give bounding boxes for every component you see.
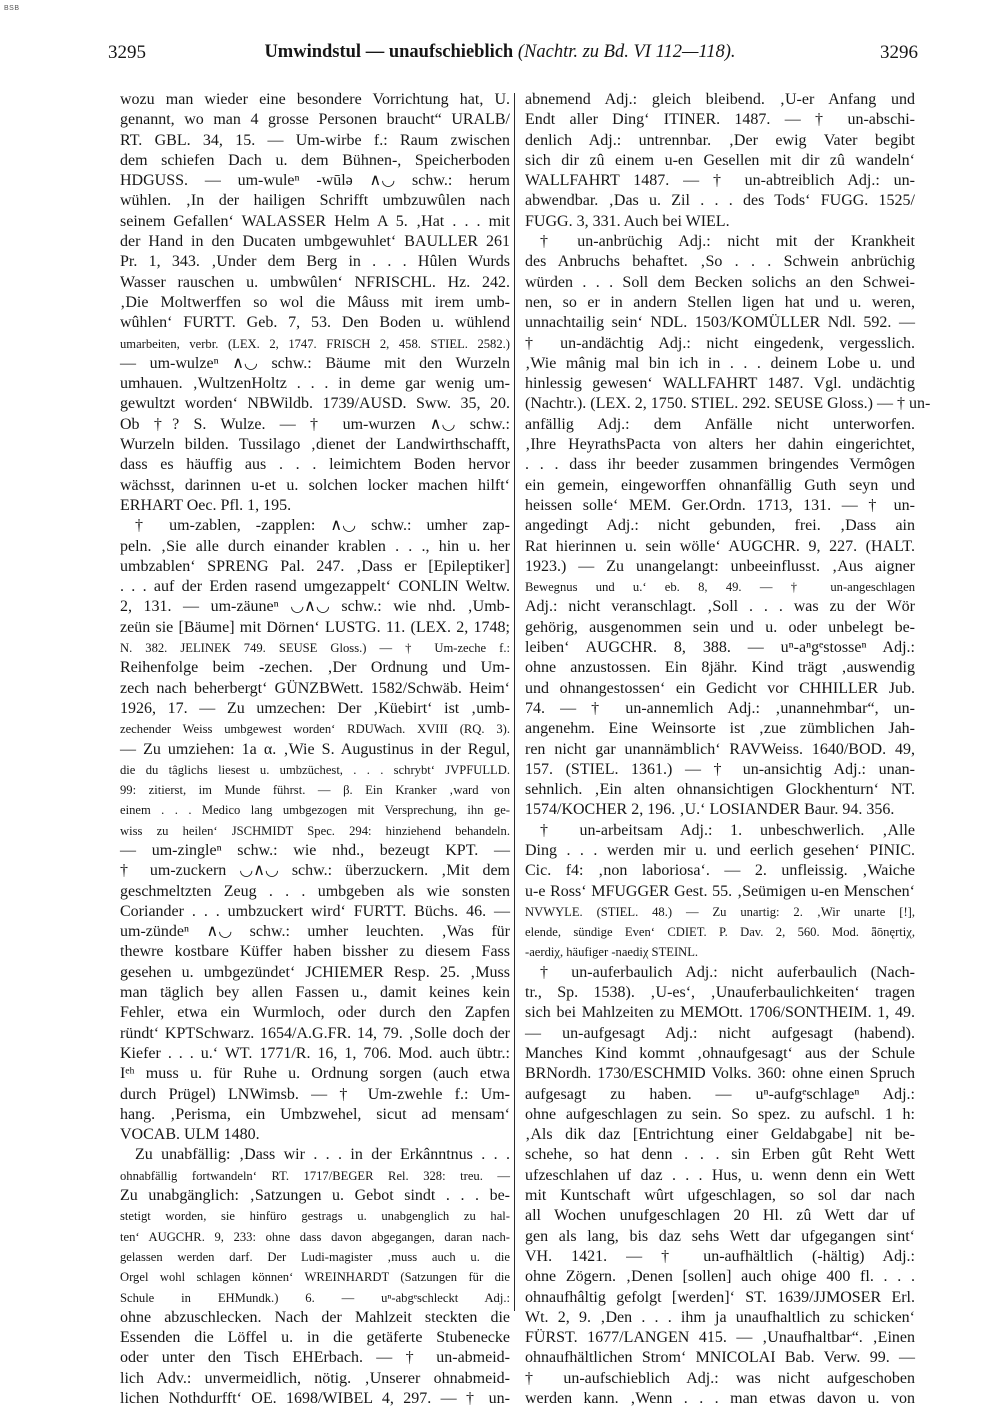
text-line: — um-wulzeⁿ ∧◡ schw.: Bäume mit den Wurzeln	[120, 354, 510, 372]
text-line: FÜRST. 1677/LANGEN 415. — ‚Unaufhaltbar“. ‚Einen	[525, 1329, 915, 1347]
text-line: ründt‘ KPTSchwarz. 1654/A.G.FR. 14, 79. ‚Solle doch der	[120, 1024, 510, 1042]
text-line: Wurzeln bilden. Tussilago ‚dienet der Landwirthschafft,	[120, 436, 510, 454]
text-line: durch Prügel) LNWimsb. — † Um-zwehle f.: Um-	[120, 1085, 510, 1103]
text-line: seinem Gefallen‘ WALASSER Helm A 5. ‚Hat . . . mit	[120, 212, 510, 230]
text-line: RT. GBL. 34, 15. — Um-wirbe f.: Raum zwischen	[120, 131, 510, 149]
text-line: Bewegnus und u.‘ eb. 8, 49. — † un-angeschlagen	[525, 580, 915, 595]
text-line: des Anbruchs behaftet. ‚So . . . Schwein anbrüchig	[525, 253, 915, 271]
text-line: . . . auf der Erden rasend umgezappelt‘ CONLIN Weltw.	[120, 578, 510, 596]
text-line: — Zu umziehen: 1a α. ‚Wie S. Augustinus in der Regul,	[120, 740, 510, 758]
text-line: wiss zu heilen‘ JSCHMIDT Spec. 294: hinziehend behandeln.	[120, 823, 510, 838]
text-line: einem . . . Medico lang umbgezogen mit Versprechung, ihn ge-	[120, 803, 510, 818]
text-line: sich dir zû einem u-en Gesellen mit dir zû wandeln‘	[525, 151, 915, 169]
text-line: hang. ‚Perisma, ein Umbzwehel, sicut ad mensam‘	[120, 1105, 510, 1123]
text-line: ‚Ihre HeyrathsPacta von alters her dahin eingerichtet,	[525, 436, 915, 454]
text-line: Wasser rauschen u. umbwûlen‘ NFRISCHL. Hz. 242.	[120, 273, 510, 291]
left-column	[120, 90, 510, 1407]
text-line: schehe, so hat denn . . . sin Erben gût Reht Wett	[525, 1146, 915, 1164]
text-line: dass es häuffig aus . . . leimichtem Boden hervor	[120, 456, 510, 474]
text-line: † un-arbeitsam Adj.: 1. unbeschwerlich. ‚Alle	[540, 821, 915, 839]
text-line: Wt. 2, 9. ‚Den . . . ihm ja unaufhaltlich zu schicken‘	[525, 1308, 915, 1326]
text-line: Schule in EHMundk.) 6. — uⁿ-abgᵉschleckt Adj.:	[120, 1290, 510, 1305]
text-line: thewre kostbare Küffer haben bissher zu diesem Fass	[120, 943, 510, 961]
text-line: stetigt worden, sie hinfüro gestrags u. unabgenglich zu hal-	[120, 1209, 510, 1224]
text-line: † un-auferbaulich Adj.: nicht auferbaulich (Nach-	[540, 963, 915, 981]
text-line: denlich Adj.: untrennbar. ‚Der ewig Vater begibt	[525, 131, 915, 149]
text-line: Orgel wohl schlagen können‘ WREINHARDT (Satzungen für die	[120, 1270, 510, 1285]
text-line: Endt aller Ding‘ ITINER. 1487. — † un-abschi-	[525, 111, 915, 129]
text-line: abnemend Adj.: gleich bleibend. ‚U-er Anfang und	[525, 91, 915, 108]
text-line: um-zündeⁿ ∧◡ schw.: umher leuchten. ‚Was für	[120, 923, 510, 941]
text-line: dem schiefen Dach u. dem Bühnen-, Speicherboden	[120, 151, 510, 169]
text-line: anfällig Adj.: dem Anfälle nicht unterworfen.	[525, 415, 915, 433]
text-line: ohnaufhâltig gefolgt [werden]‘ ST. 1639/JJMOSER Erl.	[525, 1288, 915, 1306]
text-line: heissen solle‘ MEM. Ger.Ordn. 1713, 131. — † un-	[525, 496, 915, 514]
text-line: Zu unabfällig: ‚Dass wir . . . in der Erkânntnus . . .	[135, 1146, 510, 1164]
text-line: Adj.: nicht veranschlagt. ‚Soll . . . was zu der Wör	[525, 598, 915, 616]
text-line: umarbeiten, verbr. (LEX. 2, 1747. FRISCH 2, 458. STIEL. 2582.)	[120, 336, 510, 351]
text-line: ‚Als dik daz [Entrichtung einer Geldabgabe] nit be-	[525, 1126, 915, 1144]
text-line: zechender Weiss umbgewest worden‘ RDUWach. XVIII (RQ. 3).	[120, 722, 510, 737]
text-line: ‚Wie mânig mal bin ich in . . . deinem Lobe u. und	[525, 354, 915, 372]
text-line: -aerdiχ, häufiger -naediχ STEINL.	[525, 945, 699, 960]
text-line: 2, 131. — um-zäuneⁿ ◡∧◡ schw.: wie nhd. ‚Umb-	[120, 598, 510, 616]
text-line: sich bei Mahlzeiten zu MEMOtt. 1706/SONTHEIM. 1, 49.	[525, 1004, 915, 1022]
text-line: ten‘ AUGCHR. 9, 233: ohne dass davon abgegangen, daran nach-	[120, 1229, 510, 1244]
text-line: wühlen. ‚In der hailigen Schrifft umbzuwûlen nach	[120, 192, 510, 210]
text-line: † um-zablen, -zapplen: ∧◡ schw.: umher zap-	[135, 517, 510, 535]
text-line: WALLFAHRT 1487. — † un-abtreiblich Adj.: un-	[525, 172, 915, 190]
text-line: Pr. 1, 343. ‚Under dem Berg in . . . Hûlen Wurds	[120, 253, 510, 271]
text-line: HDGUSS. — um-wuleⁿ -wūlə ∧◡ schw.: herum	[120, 172, 510, 190]
text-line: BRNordh. 1730/ESCHMID Volks. 360: ohne einen Spruch	[525, 1065, 915, 1083]
text-line: ohne abzuschlecken. Nach der Mahlzeit steckten die	[120, 1308, 510, 1326]
text-line: Zu unabgänglich: ‚Satzungen u. Gebot sindt . . . be-	[120, 1187, 510, 1205]
text-line: ohne Zögern. ‚Denen [sollen] auch ohige 400 fl. . . .	[525, 1268, 915, 1286]
text-line: gewultzt worden‘ NBWildb. 1739/AUSD. Sww. 35, 20.	[120, 395, 510, 413]
text-line: der Hand in den Ducaten umbgewuhlet‘ BAULLER 261	[120, 233, 510, 251]
running-head-title: Umwindstul — unaufschieblich	[264, 42, 514, 62]
text-line: leiben‘ AUGCHR. 8, 388. — uⁿ-aⁿgᵉstosseⁿ Adj.:	[525, 639, 915, 657]
text-line: hinlessig gewesen‘ WALLFAHRT 1487. Vgl. undächtig	[525, 375, 915, 393]
text-line: ein gemein, eingeworffen ohnanfällig Guth seyn und	[525, 476, 915, 494]
text-line: aufgesagt zu haben. — uⁿ-aufgᵉschlageⁿ Adj.:	[525, 1085, 915, 1103]
text-line: all Wochen unufgeschlagen 20 Hl. zû Wett dar uf	[525, 1207, 915, 1225]
text-line: Essenden die Löffel u. in die getäferte Stubenecke	[120, 1329, 510, 1347]
text-line: — um-zingleⁿ schw.: wie nhd., bezeugt KPT. —	[120, 841, 510, 859]
text-line: tr., Sp. 1538). ‚U-es‘, ‚Unauferbaulichkeiten‘ tragen	[525, 984, 915, 1002]
text-line: Ding . . . werden mir u. und eerlich gesehen‘ PINIC.	[525, 841, 915, 859]
page-number-left: 3295	[108, 42, 146, 63]
text-line: — un-aufgesagt Adj.: nicht aufgesagt (habend).	[525, 1024, 915, 1042]
text-line: u-e Ross‘ MFUGGER Gest. 55. ‚Seümigen u-en Menschen‘	[525, 882, 915, 900]
running-head-supplement-note: (Nachtr. zu Bd. VI 112—118).	[517, 42, 736, 62]
text-line: wûhlen‘ FURTT. Geb. 7, 53. Den Boden u. wühlend	[120, 314, 510, 332]
library-stamp: BSB	[4, 5, 20, 12]
text-line: † un-aufschieblich Adj.: was nicht aufgeschoben	[525, 1369, 915, 1387]
text-line: † un-anbrüchig Adj.: nicht mit der Krankheit	[540, 233, 915, 251]
text-line: N. 382. JELINEK 749. SEUSE Gloss.) — † Um-zeche f.:	[120, 641, 510, 656]
text-line: † um-zuckern ◡∧◡ schw.: überzuckern. ‚Mit dem	[120, 862, 510, 880]
text-line: wächsst, darinnen u-et u. solchen locker machen hilft‘	[120, 476, 510, 494]
text-line: gelassen werden darf. Der Ludi-magister ‚muss auch u. die	[120, 1249, 510, 1264]
text-line: ohne aufgeschlagen zu sein. So spez. zu aufschl. 1 h:	[525, 1105, 915, 1123]
text-line: oder unter den Tisch EHErbach. — † un-abmeid-	[120, 1349, 510, 1367]
text-line: Ob †? S. Wulze. — † um-wurzen ∧◡ schw.:	[120, 415, 510, 433]
text-line: umbzablen‘ SPRENG Pal. 247. ‚Dass er [Epileptiker]	[120, 557, 510, 575]
text-line: nen, so er in andern Stellen ligen hat und u. weren,	[525, 293, 915, 311]
text-line: peln. ‚Sie alle durch einander krablen . . ., hin u. her	[120, 537, 510, 555]
text-line: (Nachtr.). (LEX. 2, 1750. STIEL. 292. SEUSE Gloss.) — † un-	[525, 395, 931, 413]
text-line: die du tâglichs liesest u. umbzüchest, . . . schrybt‘ JVPFULLD.	[120, 762, 510, 777]
text-line: ufzeschlahen uf daz . . . Hus, u. wenn denn ein Wett	[525, 1166, 915, 1184]
column-divider	[514, 93, 515, 1311]
page-number-right: 3296	[880, 42, 918, 63]
text-line: werden kann. ‚Wenn . . . man etwas davon u. von	[525, 1390, 915, 1407]
text-line: FUGG. 3, 331. Auch bei WIEL.	[525, 212, 730, 230]
text-line: unnachtailig sein‘ NDL. 1503/KOMÜLLER Ndl. 592. —	[525, 314, 915, 332]
text-line: wozu man wieder eine besondere Vorrichtung hat, U.	[120, 91, 510, 108]
text-line: Coriander . . . umbzuckert wird‘ FURTT. Büchs. 46. —	[120, 902, 510, 920]
text-line: abwendbar. ‚Das u. Zil . . . des Tods‘ FUGG. 1525/	[525, 192, 915, 210]
text-line: ‚Die Moltwerffen so wol die Mâuss mit irem umb-	[120, 293, 510, 311]
text-line: 1926, 17. — Zu umzechen: Der ‚Küebirt‘ ist ‚umb-	[120, 699, 510, 717]
text-line: man täglich bey allen Fassen u., damit keines kein	[120, 984, 510, 1002]
text-line: ohnaufhältlichen Strom‘ MNICOLAI Bab. Verw. 99. —	[525, 1349, 915, 1367]
text-line: Reihenfolge beim -zechen. ‚Der Ordnung und Um-	[120, 659, 510, 677]
text-line: Rat hierinnen u. sein wölle‘ AUGCHR. 9, 227. (HALT.	[525, 537, 915, 555]
text-line: elende, sündige Even‘ CDIET. P. Dav. 2, 560. Mod. ǟōnęrtiχ,	[525, 925, 915, 940]
text-line: 1574/KOCHER 2, 196. ‚U.‘ LOSIANDER Baur. 94. 356.	[525, 801, 895, 819]
text-line: ohnabfällig fortwandeln‘ RT. 1717/BEGER Rel. 328: treu. —	[120, 1168, 510, 1183]
text-line: 157. (STIEL. 1361.) — † un-ansichtig Adj.: unan-	[525, 760, 915, 778]
text-line: Kiefer . . . u.‘ WT. 1771/R. 16, 1, 706. Mod. auch übtr.:	[120, 1044, 510, 1062]
text-line: angenehm. Eine Weinsorte ist ‚zue zümblichen Jah-	[525, 720, 915, 738]
text-line: gesehen u. umbgezündet‘ JCHIEMER Resp. 25. ‚Muss	[120, 963, 510, 981]
running-head	[0, 42, 1000, 63]
text-line: mit Kuntschaft wûrt ufgeschlagen, so sol dar nach	[525, 1187, 915, 1205]
text-line: und ohnangestossen‘ ein Gedicht vor CHHILLER Jub.	[525, 679, 915, 697]
text-line: Manches Kind kommt ‚ohnaufgesagt‘ aus der Schule	[525, 1044, 915, 1062]
text-line: würden . . . Soll dem Becken solichs an den Schwei-	[525, 273, 915, 291]
text-line: VH. 1421. — † un-aufhältlich (-hältig) Adj.:	[525, 1247, 915, 1265]
text-line: ohne anzustossen. Ein 8jähr. Kind trägt ‚auswendig	[525, 659, 915, 677]
text-line: Iᵉʰ muss u. für Ruhe u. Ordnung sorgen (auch etwa	[120, 1065, 510, 1083]
text-line: zech nach beherbergt‘ GÜNZBWett. 1582/Schwäb. Heim‘	[120, 679, 510, 697]
text-line: . . . dass ihr beeder zusammen bringendes Vermôgen	[525, 456, 915, 474]
text-line: gen als lang, bis daz sehs Wett dar ufgegangen sint‘	[525, 1227, 915, 1245]
text-line: 99: zitierst, im Munde führst. — β. Ein Kranker ‚ward von	[120, 783, 510, 798]
text-line: sehnlich. ‚Ein alten ohnansichtigen Glockhenturn‘ NT.	[525, 781, 915, 799]
text-line: ren nicht gar unannämblich‘ RAVWeiss. 1640/BOD. 49,	[525, 740, 915, 758]
text-line: 74. — † un-annemlich Adj.: ‚unannehmbar“, un-	[525, 699, 915, 717]
text-line: ERHART Oec. Pfl. 1, 195.	[120, 496, 292, 514]
text-line: Cic. f4: ‚non laboriosa‘. — 2. unfleissig. ‚Waiche	[525, 862, 915, 880]
text-line: gehörig, ausgenommen sein und u. oder unbelegt be-	[525, 618, 915, 636]
text-line: † un-andächtig Adj.: nicht eingedenk, vergesslich.	[525, 334, 915, 352]
text-line: NVWYLE. (STIEL. 48.) — Zu unartig: 2. ‚Wir unarte [!],	[525, 904, 915, 919]
text-line: genannt, wo man 4 grosse Personen braucht“ URALB/	[120, 111, 510, 129]
text-line: geschmeltzten Zeug . . . umbgeben als wie sonsten	[120, 882, 510, 900]
text-line: zeün sie [Bäume] mit Dörnen‘ LUSTG. 11. (LEX. 2, 1748;	[120, 618, 510, 636]
text-line: angedingt Adj.: nicht gebunden, frei. ‚Dass ain	[525, 517, 915, 535]
text-line: 1923.) — Zu unangelangt: unbeeinflusst. ‚Aus aigner	[525, 557, 915, 575]
right-column	[525, 90, 931, 1407]
text-line: umhauen. ‚WultzenHoltz . . . in deme gar wenig um-	[120, 375, 510, 393]
text-line: lich Adv.: unvermeidlich, nötig. ‚Unserer ohnabmeid-	[120, 1369, 510, 1387]
text-line: Fehler, etwa ein Wurmloch, oder durch den Zapfen	[120, 1004, 510, 1022]
text-line: VOCAB. ULM 1480.	[120, 1126, 260, 1144]
text-line: lichen Nothdurfft‘ OE. 1698/WIBEL 4, 297. — † un-	[120, 1390, 510, 1407]
